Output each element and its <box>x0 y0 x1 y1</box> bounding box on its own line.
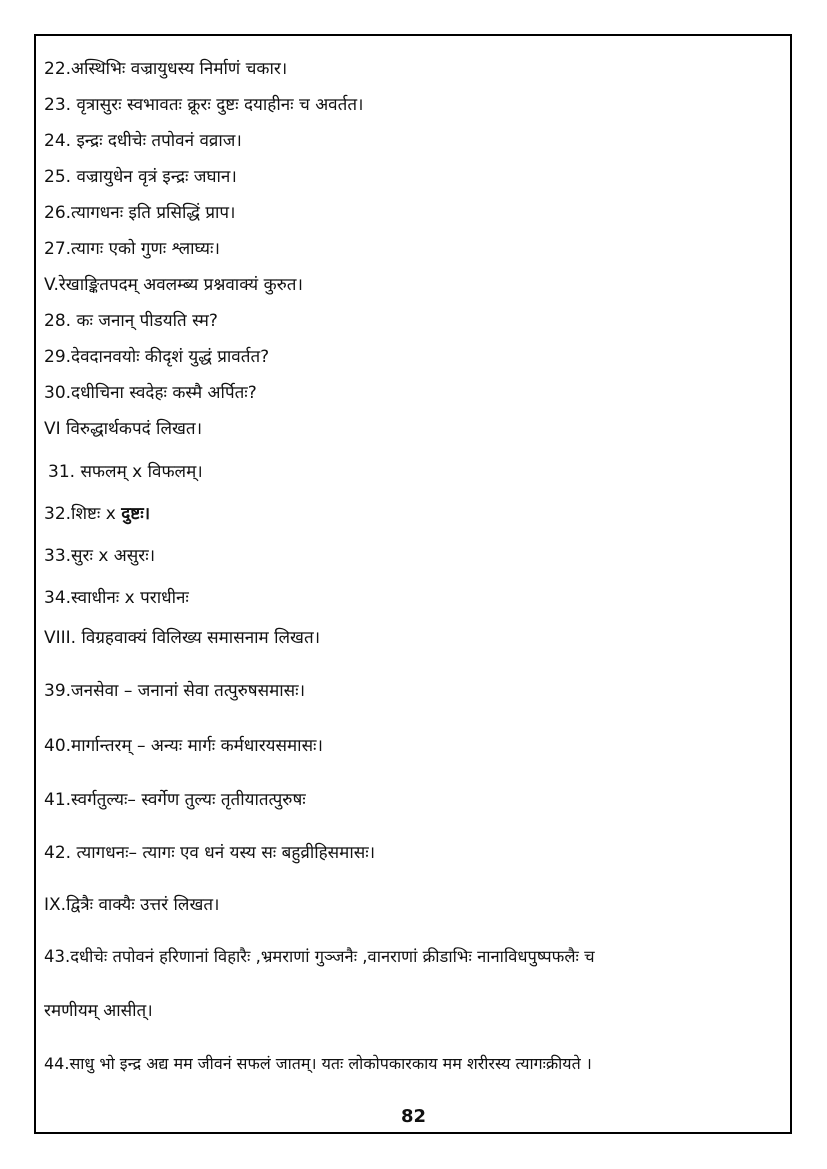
answer-23: 23. वृत्रासुरः स्वभावतः क्रूरः दुष्टः दयाहीनः च अवर्तत। <box>44 95 364 115</box>
answer-43-line1: 43.दधीचेः तपोवनं हरिणानां विहारैः ,भ्रमराणां गुञ्जनैः ,वानराणां क्रीडाभिः नानाविधपुष्पफलैः च <box>44 947 595 966</box>
question-28: 28. कः जनान् पीडयति स्म? <box>44 311 218 331</box>
section-viii-heading: VIII. विग्रहवाक्यं विलिख्य समासनाम लिखत। <box>44 628 321 648</box>
page-border <box>34 34 792 1134</box>
samasa-41: 41.स्वर्गतुल्यः– स्वर्गेण तुल्यः तृतीयातत्पुरुषः <box>44 790 306 810</box>
antonym-32-text: 32.शिष्टः x <box>44 504 122 524</box>
answer-24: 24. इन्द्रः दधीचेः तपोवनं वव्राज। <box>44 131 242 151</box>
answer-43-line2: रमणीयम् आसीत्। <box>44 1001 153 1021</box>
antonym-32 <box>44 504 150 524</box>
antonym-32-answer: दुष्टः। <box>121 504 151 524</box>
section-ix-heading: IX.द्वित्रैः वाक्यैः उत्तरं लिखत। <box>44 895 220 915</box>
section-v-heading: V.रेखाङ्कितपदम् अवलम्ब्य प्रश्नवाक्यं कुरुत। <box>44 275 303 295</box>
antonym-34: 34.स्वाधीनः x पराधीनः <box>44 588 189 608</box>
antonym-33: 33.सुरः x असुरः। <box>44 546 156 566</box>
answer-25: 25. वज्रायुधेन वृत्रं इन्द्रः जघान। <box>44 167 237 187</box>
question-29: 29.देवदानवयोः कीदृशं युद्धं प्रावर्तत? <box>44 347 270 367</box>
samasa-39: 39.जनसेवा – जनानां सेवा तत्पुरुषसमासः। <box>44 681 306 701</box>
samasa-40: 40.मार्गान्तरम् – अन्यः मार्गः कर्मधारयसमासः। <box>44 736 323 756</box>
antonym-31: 31. सफलम् x विफलम्। <box>48 462 203 482</box>
page-number: 82 <box>400 1106 427 1127</box>
samasa-42: 42. त्यागधनः– त्यागः एव धनं यस्य सः बहुव्रीहिसमासः। <box>44 843 376 863</box>
answer-22: 22.अस्थिभिः वज्रायुधस्य निर्माणं चकार। <box>44 59 288 79</box>
answer-27: 27.त्यागः एको गुणः श्लाघ्यः। <box>44 239 220 259</box>
question-30: 30.दधीचिना स्वदेहः कस्मै अर्पितः? <box>44 383 257 403</box>
answer-26: 26.त्यागधनः इति प्रसिद्धिं प्राप। <box>44 203 236 223</box>
answer-44: 44.साधु भो इन्द्र अद्य मम जीवनं सफलं जातम्। यतः लोकोपकारकाय मम शरीरस्य त्यागःक्रीयते । <box>44 1054 592 1073</box>
section-vi-heading: VI विरुद्धार्थकपदं लिखत। <box>44 419 203 439</box>
